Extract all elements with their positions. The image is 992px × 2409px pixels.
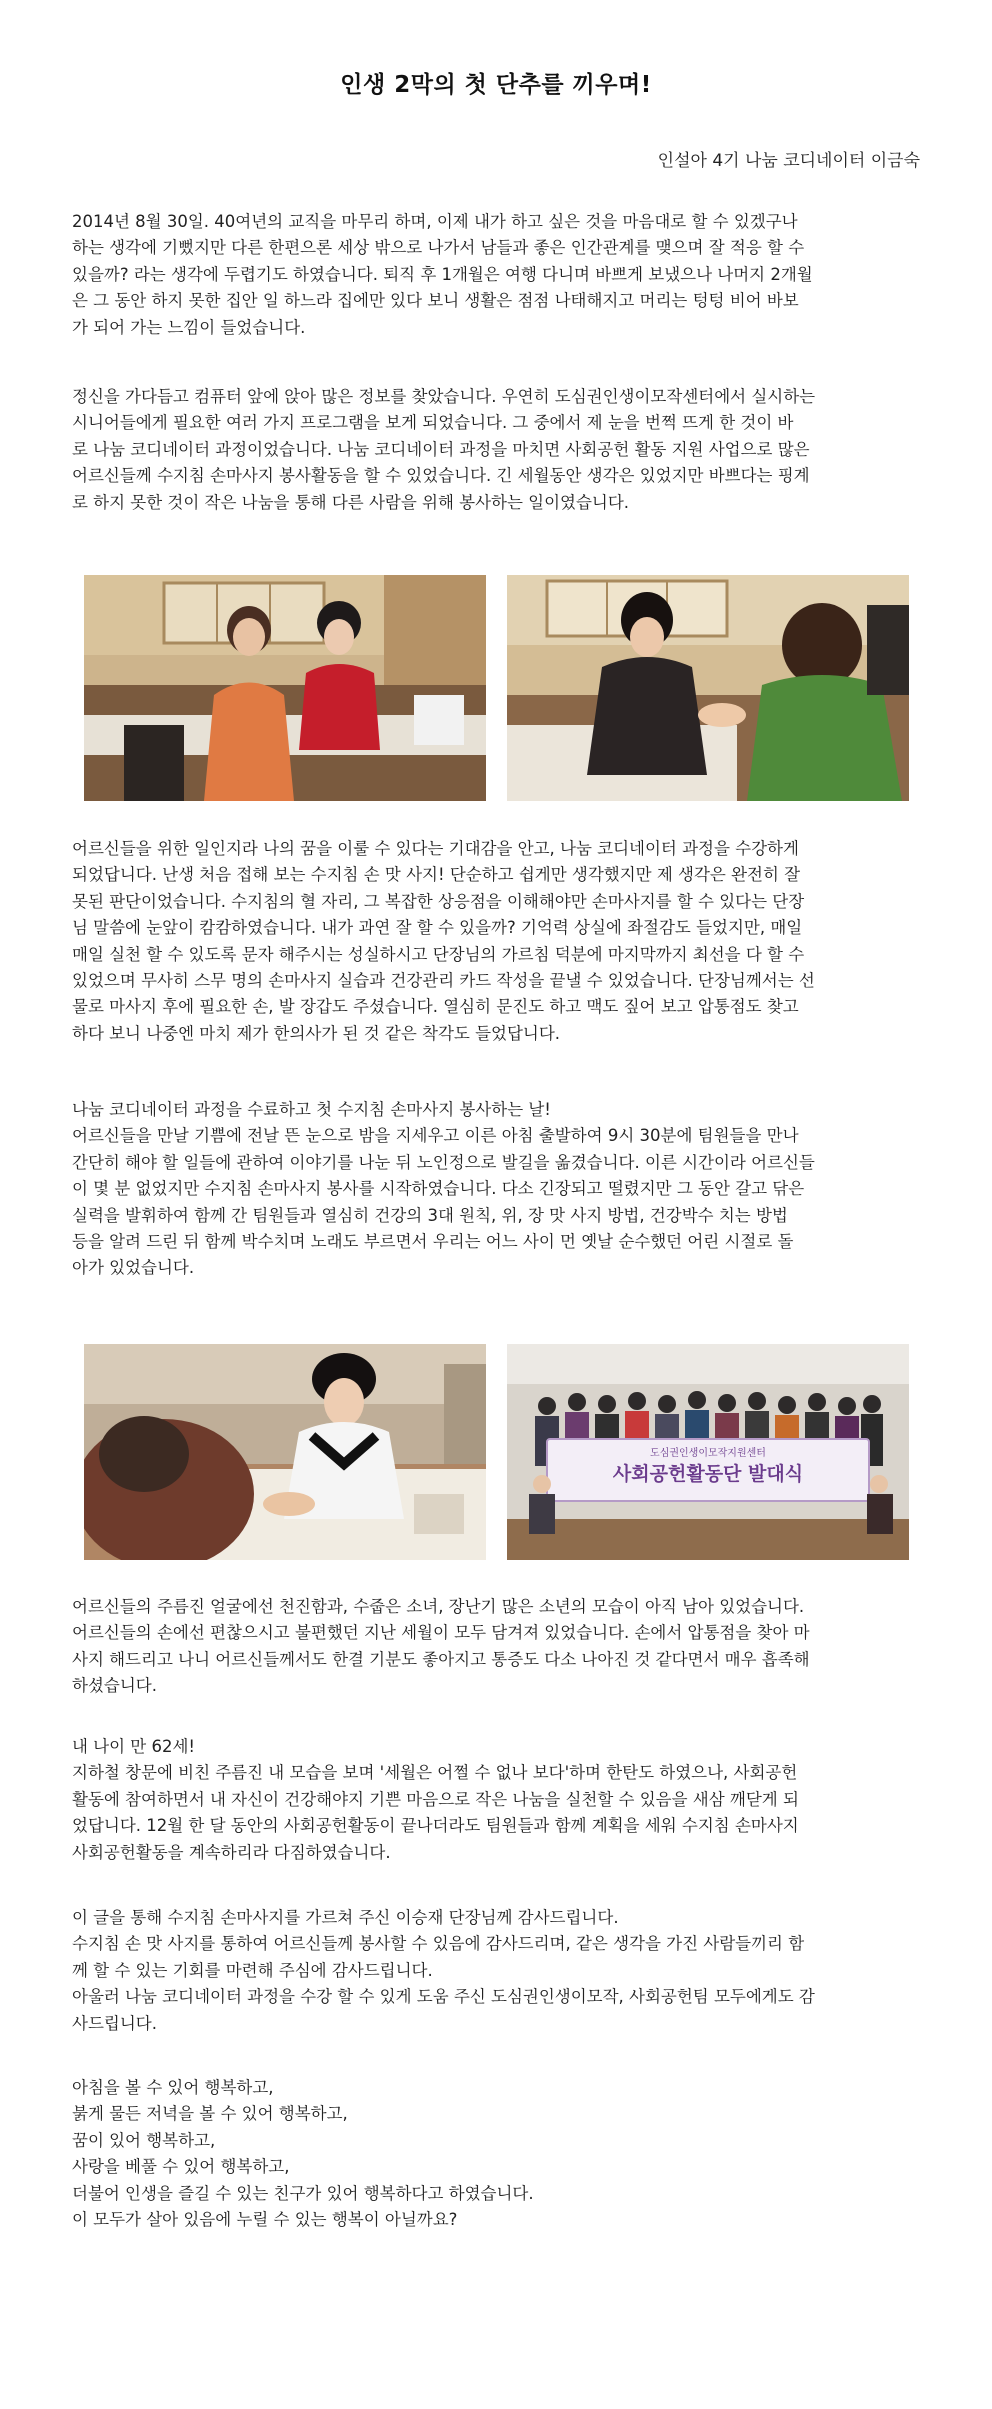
text-line: 나눔 코디네이터 과정을 수료하고 첫 수지침 손마사지 봉사하는 날! <box>72 1100 551 1119</box>
text-line: 못된 판단이었습니다. 수지침의 혈 자리, 그 복잡한 상응점을 이해해야만 손마사지를 할 수 있다는 단장 <box>72 891 805 911</box>
closing-poem <box>72 2075 534 2233</box>
text-line: 있을까? 라는 생각에 두렵기도 하였습니다. 퇴직 후 1개월은 여행 다니며 바쁘게 보냈으나 나머지 2개월 <box>72 264 813 284</box>
photo-classroom-two-women <box>84 575 486 801</box>
photo-massage-session <box>84 1344 486 1560</box>
photo-group-launch-ceremony <box>507 1344 909 1560</box>
photo-row-1 <box>84 575 909 801</box>
text-line: 수지침 손 맛 사지를 통하여 어르신들께 봉사할 수 있음에 감사드리며, 같은 생각을 가진 사람들끼리 함 <box>72 1934 805 1954</box>
paragraph-4 <box>72 1097 924 1282</box>
text-line: 사지 해드리고 나니 어르신들께서도 한결 기분도 좋아지고 통증도 다소 나아진 것 같다면서 매우 흡족해 <box>72 1649 810 1669</box>
text-line: 내 나이 만 62세! <box>72 1737 196 1756</box>
poem-line: 사랑을 베풀 수 있어 행복하고, <box>72 2157 290 2177</box>
paragraph-5 <box>72 1594 924 1700</box>
text-line: 정신을 가다듬고 컴퓨터 앞에 앉아 많은 정보를 찾았습니다. 우연히 도심권인생이모작센터에서 실시하는 <box>72 387 816 406</box>
paragraph-3 <box>72 836 924 1047</box>
text-line: 사회공헌활동을 계속하리라 다짐하였습니다. <box>72 1842 391 1862</box>
text-line: 어르신들의 손에선 편찮으시고 불편했던 지난 세월이 모두 담겨져 있었습니다. 손에서 압통점을 찾아 마 <box>72 1623 810 1643</box>
banner-line-2: 사회공헌활동단 발대식 <box>612 1463 804 1485</box>
text-line: 어르신들을 위한 일인지라 나의 꿈을 이룰 수 있다는 기대감을 안고, 나눔 코디네이터 과정을 수강하게 <box>72 839 799 858</box>
text-line: 하셨습니다. <box>72 1676 157 1696</box>
text-line: 2014년 8월 30일. 40여년의 교직을 마무리 하며, 이제 내가 하고 싶은 것을 마음대로 할 수 있겠구나 <box>72 212 798 231</box>
text-line: 은 그 동안 하지 못한 집안 일 하느라 집에만 있다 보니 생활은 점점 나태해지고 머리는 텅텅 비어 바보 <box>72 291 799 311</box>
text-line: 있었으며 무사히 스무 명의 손마사지 실습과 건강관리 카드 작성을 끝낼 수 있었습니다. 단장님께서는 선 <box>72 971 815 991</box>
text-line: 어르신들의 주름진 얼굴에선 천진함과, 수줍은 소녀, 장난기 많은 소년의 모습이 아직 남아 있었습니다. <box>72 1597 805 1616</box>
text-line: 등을 알려 드린 뒤 함께 박수치며 노래도 부르면서 우리는 어느 사이 먼 옛날 순수했던 어린 시절로 돌 <box>72 1232 794 1252</box>
document-title: 인생 2막의 첫 단추를 끼우며! <box>340 72 652 98</box>
text-line: 물로 마사지 후에 필요한 손, 발 장갑도 주셨습니다. 열심히 문진도 하고 맥도 짚어 보고 압통점도 찾고 <box>72 997 799 1017</box>
poem-line: 꿈이 있어 행복하고, <box>72 2130 216 2150</box>
paragraph-1 <box>72 209 924 341</box>
poem-line: 아침을 볼 수 있어 행복하고, <box>72 2078 274 2097</box>
poem-line: 더불어 인생을 즐길 수 있는 친구가 있어 행복하다고 하였습니다. <box>72 2183 534 2203</box>
text-line: 어르신들께 수지침 손마사지 봉사활동을 할 수 있었습니다. 긴 세월동안 생각은 있었지만 바쁘다는 핑계 <box>72 466 810 486</box>
text-line: 되었답니다. 난생 처음 접해 보는 수지침 손 맛 사지! 단순하고 쉽게만 생각했지만 제 생각은 완전히 잘 <box>72 865 801 885</box>
text-line: 께 할 수 있는 기회를 마련해 주심에 감사드립니다. <box>72 1960 433 1980</box>
text-line: 로 나눔 코디네이터 과정이었습니다. 나눔 코디네이터 과정을 마치면 사회공헌 활동 지원 사업으로 많은 <box>72 439 810 459</box>
text-line: 매일 실천 할 수 있도록 문자 해주시는 성실하시고 단장님의 가르침 덕분에 마지막까지 최선을 다 할 수 <box>72 944 805 964</box>
text-line: 로 하지 못한 것이 작은 나눔을 통해 다른 사람을 위해 봉사하는 일이였습니다. <box>72 492 630 512</box>
text-line: 하는 생각에 기뻤지만 다른 한편으론 세상 밖으로 나가서 남들과 좋은 인간관계를 맺으며 잘 적응 할 수 <box>72 238 805 258</box>
text-line: 시니어들에게 필요한 여러 가지 프로그램을 보게 되었습니다. 그 중에서 제 눈을 번쩍 뜨게 한 것이 바 <box>72 413 794 433</box>
paragraph-7 <box>72 1905 924 2037</box>
poem-line: 붉게 물든 저녁을 볼 수 있어 행복하고, <box>72 2104 348 2124</box>
text-line: 아울러 나눔 코디네이터 과정을 수강 할 수 있게 도움 주신 도심권인생이모작, 사회공헌팀 모두에게도 감 <box>72 1987 815 2007</box>
banner-line-1: 도심권인생이모작지원센터 <box>650 1448 766 1459</box>
text-line: 간단히 해야 할 일들에 관하여 이야기를 나눈 뒤 노인정으로 발길을 옮겼습니다. 이른 시간이라 어르신들 <box>72 1152 815 1172</box>
text-line: 아가 있었습니다. <box>72 1258 195 1278</box>
text-line: 었답니다. 12월 한 달 동안의 사회공헌활동이 끝나더라도 팀원들과 함께 계획을 세워 수지침 손마사지 <box>72 1816 799 1836</box>
text-line: 이 몇 분 없었지만 수지침 손마사지 봉사를 시작하였습니다. 다소 긴장되고 떨렸지만 그 동안 갈고 닦은 <box>72 1179 805 1199</box>
paragraph-6 <box>72 1734 924 1866</box>
text-line: 사드립니다. <box>72 2013 157 2033</box>
text-line: 하다 보니 나중엔 마치 제가 한의사가 된 것 같은 착각도 들었답니다. <box>72 1023 561 1043</box>
text-line: 활동에 참여하면서 내 자신이 건강해야지 기쁜 마음으로 작은 나눔을 실천할 수 있음을 새삼 깨닫게 되 <box>72 1789 799 1809</box>
text-line: 이 글을 통해 수지침 손마사지를 가르쳐 주신 이승재 단장님께 감사드립니다. <box>72 1908 619 1927</box>
author-byline: 인설아 4기 나눔 코디네이터 이금숙 <box>657 151 920 171</box>
text-line: 어르신들을 만날 기쁨에 전날 뜬 눈으로 밤을 지세우고 이른 아침 출발하여 9시 30분에 팀원들을 만나 <box>72 1126 799 1146</box>
text-line: 지하철 창문에 비친 주름진 내 모습을 보며 '세월은 어쩔 수 없나 보다'하며 한탄도 하였으나, 사회공헌 <box>72 1763 798 1783</box>
text-line: 실력을 발휘하여 함께 간 팀원들과 열심히 건강의 3대 원칙, 위, 장 맛 사지 방법, 건강박수 치는 방법 <box>72 1205 788 1225</box>
text-line: 가 되어 가는 느낌이 들었습니다. <box>72 317 306 337</box>
photo-hand-massage <box>507 575 909 801</box>
paragraph-2 <box>72 384 924 516</box>
photo-row-2 <box>84 1344 909 1560</box>
text-line: 님 말씀에 눈앞이 캄캄하였습니다. 내가 과연 잘 할 수 있을까? 기억력 상실에 좌절감도 들었지만, 매일 <box>72 918 803 938</box>
poem-line: 이 모두가 살아 있음에 누릴 수 있는 행복이 아닐까요? <box>72 2210 458 2230</box>
